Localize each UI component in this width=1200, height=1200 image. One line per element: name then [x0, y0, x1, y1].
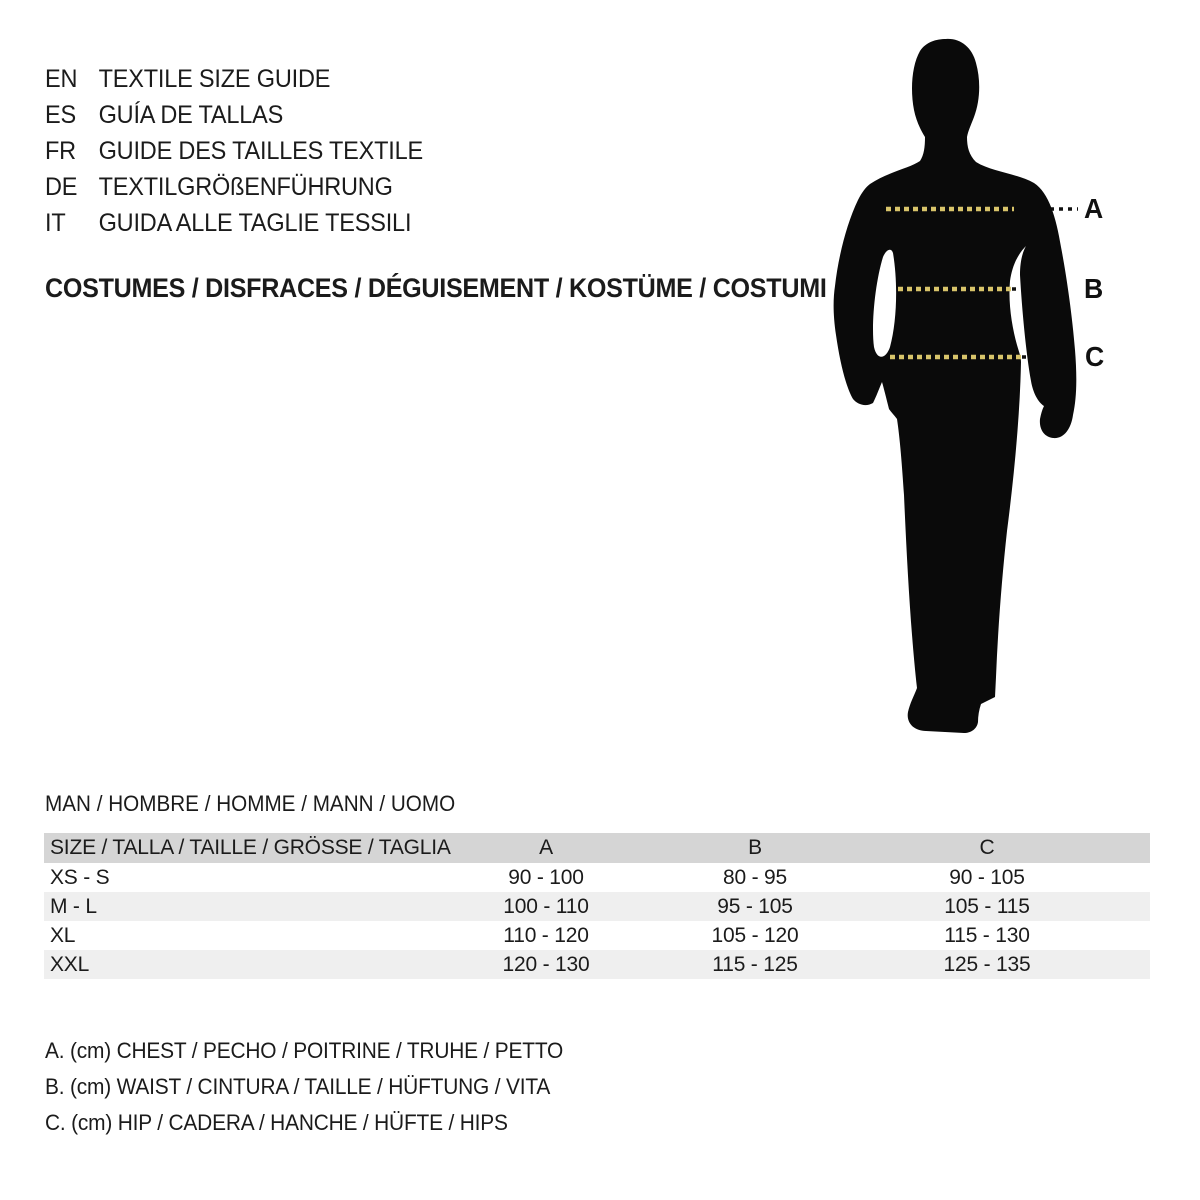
man-silhouette: [834, 39, 1077, 733]
language-title: GUIDA ALLE TAGLIE TESSILI: [98, 208, 412, 237]
language-row: [45, 61, 423, 97]
waist-value-cell: 115 - 125: [712, 952, 798, 976]
language-title: TEXTILGRÖßENFÜHRUNG: [98, 172, 393, 201]
category-heading: COSTUMES / DISFRACES / DÉGUISEMENT / KOSTÜME / COSTUMI: [45, 273, 827, 303]
waist-value-cell: 80 - 95: [723, 865, 787, 889]
size-cell: XL: [50, 923, 76, 947]
hip-value-cell: 115 - 130: [944, 923, 1030, 947]
column-a-header: A: [539, 836, 553, 859]
chest-value-cell: 100 - 110: [503, 894, 589, 918]
table-row: [44, 921, 1150, 950]
legend-item-hip: C. (cm) HIP / CADERA / HANCHE / HÜFTE / HIPS: [45, 1110, 508, 1135]
measure-label-hip: C: [1085, 341, 1105, 372]
size-cell: XS - S: [50, 865, 110, 889]
legend-item-waist: B. (cm) WAIST / CINTURA / TAILLE / HÜFTUNG / VITA: [45, 1074, 551, 1099]
table-row: [44, 892, 1150, 921]
man-silhouette-figure: [820, 25, 1120, 745]
waist-value-cell: 95 - 105: [717, 894, 793, 918]
man-silhouette-svg: [820, 25, 1120, 745]
chest-value-cell: 90 - 100: [508, 865, 584, 889]
hip-value-cell: 105 - 115: [944, 894, 1030, 918]
measurement-legend: [45, 1033, 590, 1141]
chest-value-cell: 110 - 120: [503, 923, 589, 947]
size-column-header: SIZE / TALLA / TAILLE / GRÖSSE / TAGLIA: [50, 836, 451, 859]
waist-value-cell: 105 - 120: [711, 923, 799, 947]
language-title: GUÍA DE TALLAS: [98, 100, 284, 129]
section-heading-man: MAN / HOMBRE / HOMME / MANN / UOMO: [45, 791, 456, 816]
chest-value-cell: 120 - 130: [502, 952, 590, 976]
language-code: ES: [45, 100, 76, 129]
hip-value-cell: 90 - 105: [949, 865, 1025, 889]
column-b-header: B: [748, 836, 762, 859]
language-title: TEXTILE SIZE GUIDE: [98, 64, 331, 93]
language-row: [45, 205, 423, 241]
language-row: [45, 169, 423, 205]
language-code: DE: [45, 172, 78, 201]
language-code: EN: [45, 64, 78, 93]
size-cell: XXL: [50, 952, 90, 976]
language-code: IT: [45, 208, 66, 237]
table-row: [44, 863, 1150, 892]
measure-label-chest: A: [1084, 193, 1104, 224]
language-code: FR: [45, 136, 76, 165]
table-row: [44, 950, 1150, 979]
hip-value-cell: 125 - 135: [943, 952, 1031, 976]
column-c-header: C: [979, 836, 995, 859]
size-table: [44, 833, 1150, 979]
language-list: [45, 61, 423, 241]
measure-label-waist: B: [1084, 273, 1104, 304]
language-row: [45, 133, 423, 169]
size-table-header-row: [44, 833, 1150, 863]
legend-item-chest: A. (cm) CHEST / PECHO / POITRINE / TRUHE / PETTO: [45, 1038, 564, 1063]
language-row: [45, 97, 423, 133]
size-cell: M - L: [50, 894, 97, 918]
language-title: GUIDE DES TAILLES TEXTILE: [98, 136, 423, 165]
